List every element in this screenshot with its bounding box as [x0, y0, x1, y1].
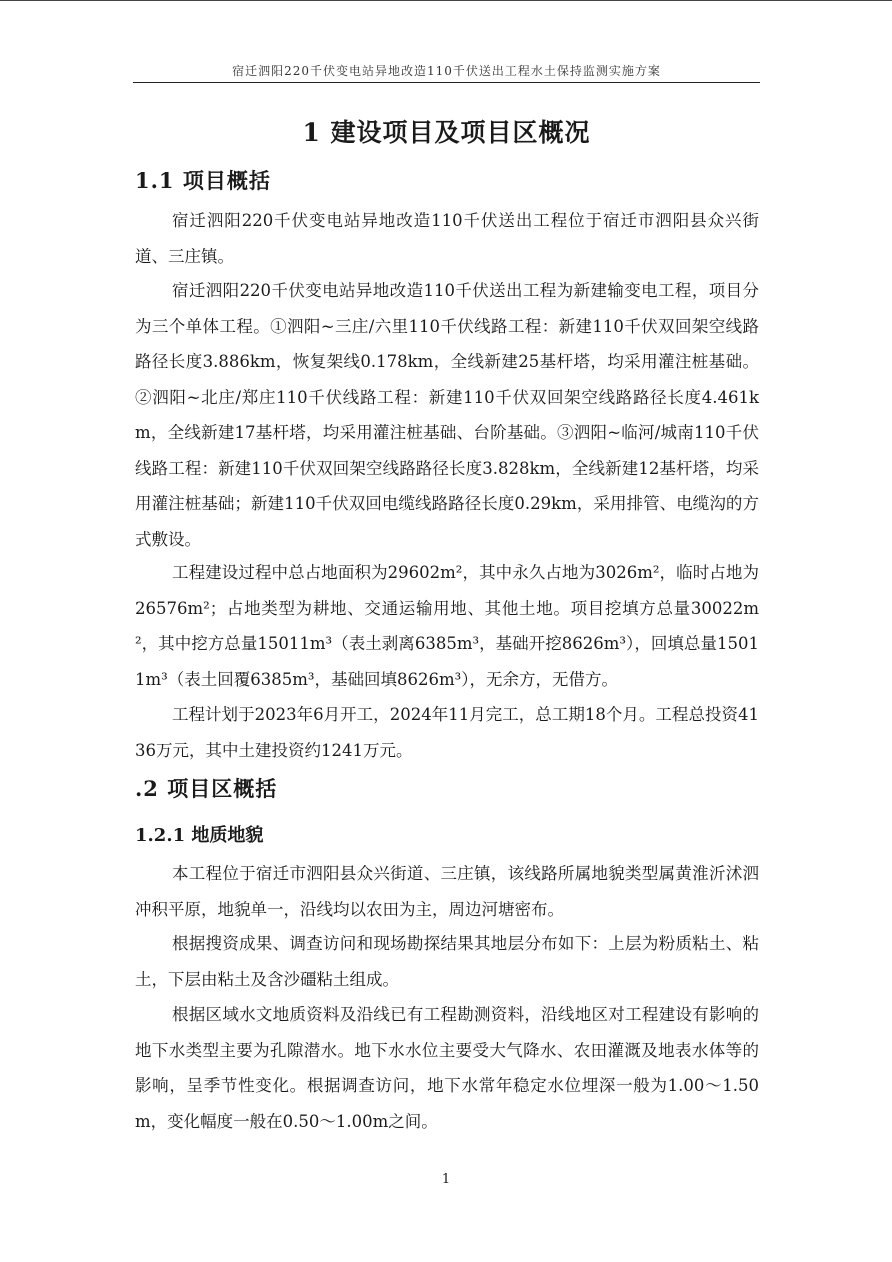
subsection-heading-1-2-1: 1.2.1 地质地貌: [135, 825, 264, 846]
paragraph: 工程建设过程中总占地面积为29602m²，其中永久占地为3026m²，临时占地为26576m²；占地类型为耕地、交通运输用地、其他土地。项目挖填方总量30022m²，其中挖方总量15011m³（表土剥离6385m³，基础开挖8626m³），回填总量15011m³（表土回覆6385m³，基础回填8626m³），无余方，无借方。: [135, 563, 759, 689]
paragraph: 宿迁泗阳220千伏变电站异地改造110千伏送出工程位于宿迁市泗阳县众兴街道、三庄镇。: [135, 211, 759, 266]
paragraph: 本工程位于宿迁市泗阳县众兴街道、三庄镇，该线路所属地貌类型属黄淮沂沭泗冲积平原，地貌单一，沿线均以农田为主，周边河塘密布。: [135, 864, 759, 919]
header-rule: [133, 82, 760, 83]
chapter-title: 1 建设项目及项目区概况: [302, 118, 591, 147]
page-top-border: [0, 0, 892, 1]
section-heading-1-2: .2 项目区概括: [135, 776, 278, 801]
page-number: 1: [441, 1172, 451, 1187]
section-heading-1-1: 1.1 项目概括: [135, 168, 271, 193]
paragraph: 宿迁泗阳220千伏变电站异地改造110千伏送出工程为新建输变电工程，项目分为三个单体工程。①泗阳~三庄/六里110千伏线路工程：新建110千伏双回架空线路路径长度3.886km，恢复架线0.178km，全线新建25基杆塔，均采用灌注桩基础。②泗阳~北庄/郑庄110千伏线路工程：新建110千伏双回架空线路路径长度4.461km，全线新建17基杆塔，均采用灌注桩基础、台阶基础。③泗阳~临河/城南110千伏线路工程：新建110千伏双回架空线路路径长度3.828km，全线新建12基杆塔，均采用灌注桩基础；新建110千伏双回电缆线路路径长度0.29km，采用排管、电缆沟的方式敷设。: [135, 281, 759, 549]
paragraph: 工程计划于2023年6月开工，2024年11月完工，总工期18个月。工程总投资4136万元，其中土建投资约1241万元。: [135, 705, 759, 760]
running-header: 宿迁泗阳220千伏变电站异地改造110千伏送出工程水土保持监测实施方案: [232, 64, 661, 78]
paragraph: 根据区域水文地质资料及沿线已有工程勘测资料，沿线地区对工程建设有影响的地下水类型主要为孔隙潜水。地下水水位主要受大气降水、农田灌溉及地表水体等的影响，呈季节性变化。根据调查访问，地下水常年稳定水位埋深一般为1.00～1.50m，变化幅度一般在0.50～1.00m之间。: [135, 1005, 759, 1131]
paragraph: 根据搜资成果、调查访问和现场勘探结果其地层分布如下：上层为粉质粘土、粘土，下层由粘土及含沙礓粘土组成。: [135, 934, 759, 989]
